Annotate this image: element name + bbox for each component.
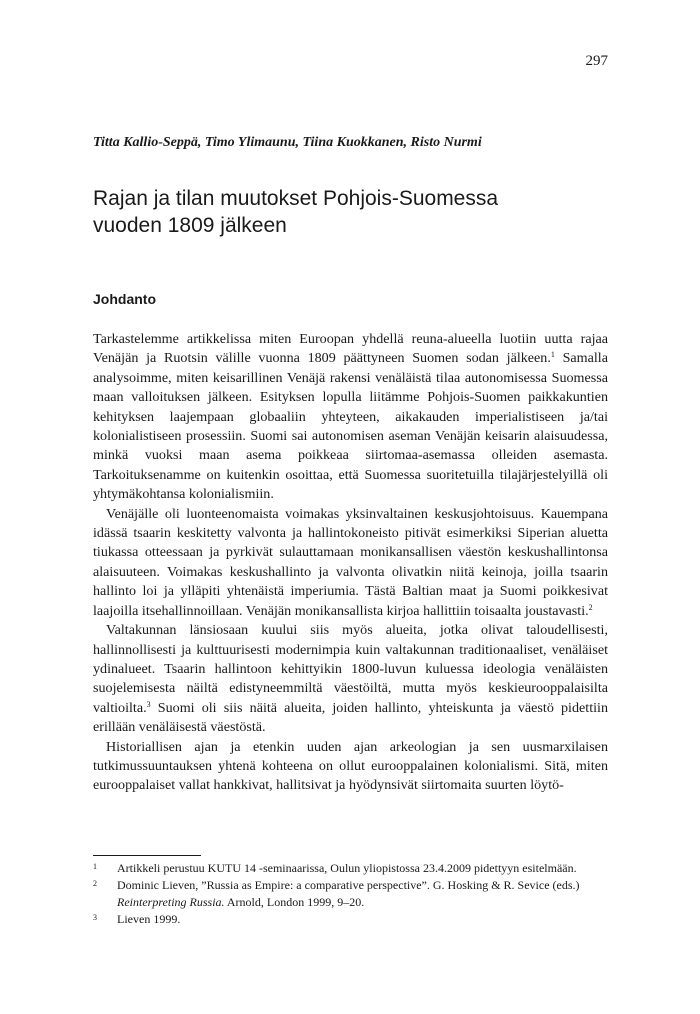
footnotes (93, 860, 613, 928)
footnote-number: 1 (93, 862, 97, 871)
paragraph-4 (93, 738, 608, 796)
footnote-ref-1[interactable]: 1 (550, 350, 555, 360)
footnote-ref-3[interactable]: 3 (146, 699, 151, 709)
article-title (93, 185, 613, 239)
footnote-text: Artikkeli perustuu KUTU 14 -seminaarissa, Oulun yliopistossa 23.4.2009 pidettyyn esitelmään. (117, 861, 577, 875)
footnote-3 (93, 911, 613, 928)
footnote-book-title: Reinterpreting Russia. (117, 895, 225, 909)
footnote-2 (93, 877, 613, 911)
footnote-1 (93, 860, 613, 877)
paragraph-2-text: Venäjälle oli luonteenomaista voimakas yksinvaltainen keskusjohtoisuus. Kauempana idässä tsaarin keskitetty valvonta ja hallintokoneisto pitivät esimerkiksi Siperian aluetta tiukassa otteessaan ja pyrkivät sulauttamaan monikansallisen väestön keskushallintonsa alaisuuteen. Voimakas keskushallinto ja valvonta olivatkin niitä keinoja, joilla tsaarin hallinto loi ja ylläpiti yhtenäistä imperiumia. Tästä Baltian maat ja Suomi poikkesivat laajoilla itsehallinnoillaan. Venäjän monikansallista kirjoa hallittiin toisaalta joustavasti. (93, 505, 608, 619)
paragraph-4-text: Historiallisen ajan ja etenkin uuden ajan arkeologian ja sen uusmarxilaisen tutkimussuuntauksen yhtenä kohteena on ollut eurooppalainen kolonialismi. Sitä, miten eurooppalaiset vallat hankkivat, hallitsivat ja hyödynsivät siirtomaita suurten löytö- (93, 738, 608, 794)
paragraph-1-text-b: Samalla analysoimme, miten keisarillinen Venäjä rakensi venäläistä tilaa autonomisessa Suomessa maan valloituksen jälkeen. Esityksen lopulla liitämme Pohjois-Suomen paikkakuntien kehityksen laajempaan globaaliin yhteyteen, aikakauden imperialistiseen ja/tai kolonialistiseen prosessiin. Suomi sai autonomisen aseman Venäjän keisarin alaisuudessa, minkä vuoksi maan asema poikkeaa siirtomaa-asemassa olleiden asemasta. Tarkoituksenamme on kuitenkin osoittaa, että Suomessa suoritetuilla tilajärjestelyillä oli yhtymäkohtansa kolonialismiin. (93, 350, 608, 503)
paragraph-1-text-a: Tarkastelemme artikkelissa miten Euroopan yhdellä reuna-alueella luotiin uutta rajaa Venäjän ja Ruotsin välille vuonna 1809 päättyneen Suomen sodan jälkeen. (93, 331, 608, 367)
paragraph-2 (93, 505, 608, 621)
article-authors: Titta Kallio-Seppä, Timo Ylimaunu, Tiina Kuokkanen, Risto Nurmi (93, 135, 482, 150)
footnote-number: 3 (93, 913, 97, 922)
page-number: 297 (585, 53, 608, 69)
section-heading: Johdanto (93, 291, 156, 307)
footnote-ref-2[interactable]: 2 (588, 602, 593, 612)
paragraph-3-text-b: Suomi oli siis näitä alueita, joiden hallinto, yhteiskunta ja väestö pidettiin erillään venäläisestä väestöstä. (93, 699, 608, 736)
footnote-text: Dominic Lieven, ”Russia as Empire: a comparative perspective”. G. Hosking & R. Sevice (eds.) (117, 878, 580, 892)
footnote-text-tail: Arnold, London 1999, 9–20. (224, 895, 365, 909)
paragraph-3 (93, 621, 608, 737)
body-text (93, 330, 608, 796)
paragraph-3-text-a: Valtakunnan länsiosaan kuului siis myös alueita, jotka olivat taloudellisesti, hallinnollisesti ja kulttuurisesti modernimpia kuin valtakunnan traditionaaliset, venäläiset ydinalueet. Tsaarin hallintoon kehittyikin 1800-luvun kuluessa ideologia venäläisten suojelemisesta näiltä edistyneemmiltä väestöiltä, mutta myös keskieurooppalaisilta valtioilta. (93, 622, 608, 716)
footnote-separator (93, 855, 201, 856)
footnote-text: Lieven 1999. (117, 912, 181, 926)
title-line-2: vuoden 1809 jälkeen (93, 214, 287, 237)
footnote-number: 2 (93, 879, 97, 888)
title-line-1: Rajan ja tilan muutokset Pohjois-Suomessa (93, 187, 499, 210)
paragraph-1 (93, 330, 608, 505)
